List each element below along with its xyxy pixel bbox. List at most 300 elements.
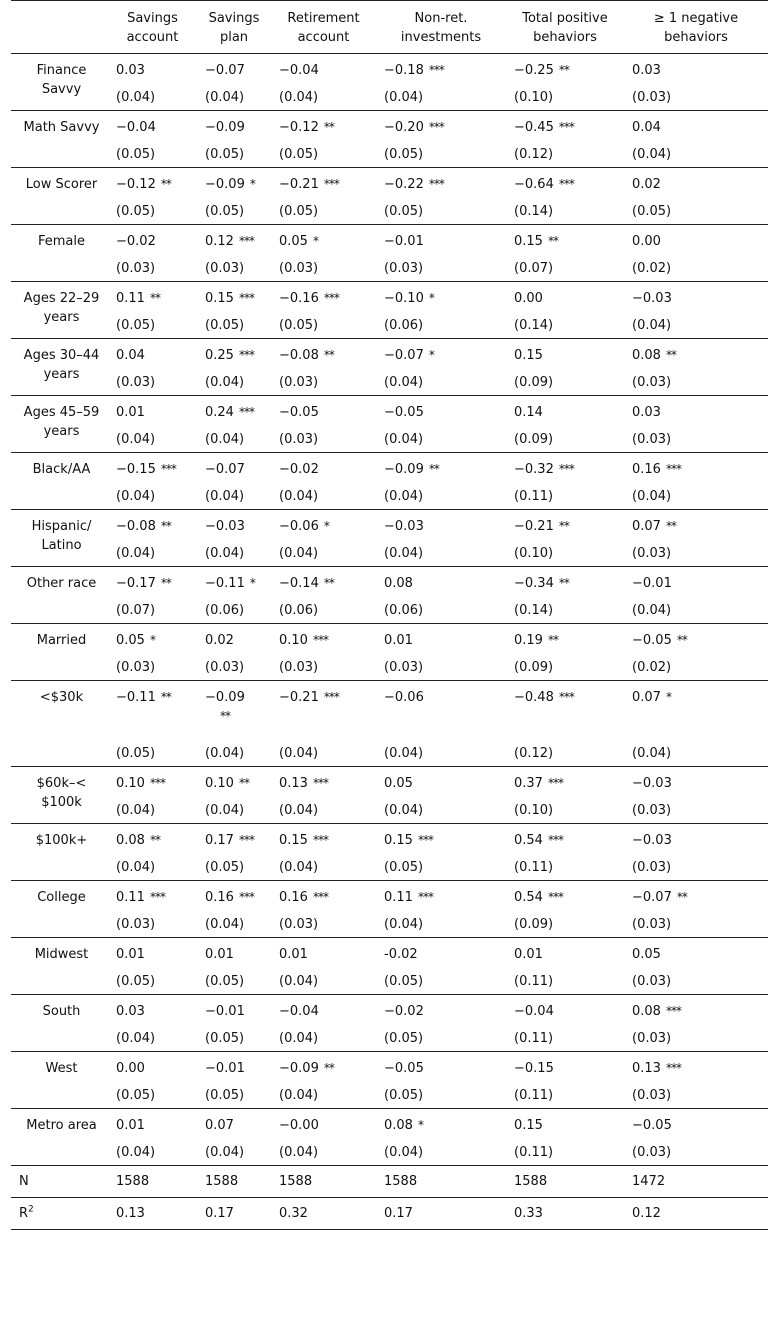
coefficient-value: −0.17: [116, 576, 156, 591]
standard-error-cell: (0.05): [108, 143, 197, 168]
coefficient-value: 0.15: [514, 234, 543, 249]
significance-stars: **: [323, 576, 334, 590]
row-label: [11, 995, 108, 1052]
table-row-coefficients: [11, 339, 768, 372]
coefficient-value: −0.05: [279, 405, 319, 420]
coefficient-cell: [108, 881, 197, 914]
standard-error-cell: (0.03): [271, 371, 376, 396]
standard-error-cell: (0.04): [271, 856, 376, 881]
significance-stars: ***: [547, 890, 563, 904]
standard-error-cell: (0.11): [506, 1084, 624, 1109]
coefficient-value: −0.05: [632, 1118, 672, 1133]
standard-error-cell: (0.06): [197, 599, 271, 624]
significance-stars: ***: [323, 690, 339, 704]
standard-error-cell: (0.04): [108, 86, 197, 111]
standard-error-cell: (0.03): [271, 656, 376, 681]
coefficient-cell: [197, 1052, 271, 1085]
coefficient-value: 0.54: [514, 833, 543, 848]
coefficient-value: −0.02: [116, 234, 156, 249]
coefficient-value: 0.03: [116, 1004, 145, 1019]
standard-error-cell: (0.04): [197, 542, 271, 567]
significance-stars: ***: [323, 177, 339, 191]
header-stub: [11, 1, 108, 54]
coefficient-cell: [197, 995, 271, 1028]
row-label: [11, 1052, 108, 1109]
coefficient-cell: [197, 567, 271, 600]
significance-stars: ***: [238, 890, 254, 904]
row-label-text: $60k–< $100k: [36, 776, 87, 810]
coefficient-value: 0.00: [632, 234, 661, 249]
significance-stars: ***: [312, 633, 328, 647]
significance-stars: **: [149, 833, 160, 847]
table-row-standard-errors: [11, 1141, 768, 1166]
statistic-value: 0.33: [506, 1198, 624, 1230]
row-label: [11, 938, 108, 995]
coefficient-value: −0.05: [632, 633, 672, 648]
table-row-standard-errors: [11, 799, 768, 824]
coefficient-value: −0.04: [116, 120, 156, 135]
coefficient-cell: [108, 396, 197, 429]
coefficient-cell: [506, 824, 624, 857]
standard-error-cell: (0.03): [197, 257, 271, 282]
standard-error-cell: (0.03): [271, 913, 376, 938]
coefficient-value: 0.05: [384, 776, 413, 791]
coefficient-cell: [376, 225, 506, 258]
standard-error-cell: (0.05): [376, 200, 506, 225]
coefficient-cell: [624, 681, 768, 743]
row-label: [11, 510, 108, 567]
standard-error-cell: (0.04): [271, 485, 376, 510]
significance-stars: ***: [238, 291, 254, 305]
significance-stars: ***: [238, 405, 254, 419]
standard-error-cell: (0.04): [376, 542, 506, 567]
coefficient-cell: [271, 938, 376, 971]
table-row-standard-errors: [11, 542, 768, 567]
coefficient-value: 0.17: [205, 833, 234, 848]
standard-error-cell: (0.10): [506, 799, 624, 824]
standard-error-cell: (0.04): [108, 856, 197, 881]
statistic-label: [11, 1166, 108, 1198]
coefficient-cell: [271, 995, 376, 1028]
significance-stars: ***: [238, 833, 254, 847]
coefficient-value: −0.11: [116, 690, 156, 705]
coefficient-cell: [271, 881, 376, 914]
significance-stars: *: [417, 1118, 423, 1132]
table-row-coefficients: [11, 282, 768, 315]
row-label-text: Married: [36, 633, 87, 648]
coefficient-cell: [376, 681, 506, 743]
significance-stars: ***: [558, 690, 574, 704]
coefficient-cell: [506, 453, 624, 486]
standard-error-cell: (0.03): [271, 428, 376, 453]
header-negative-behaviors: ≥ 1 negative behaviors: [624, 1, 768, 54]
coefficient-value: 0.03: [116, 63, 145, 78]
significance-stars: ***: [238, 348, 254, 362]
standard-error-cell: (0.10): [506, 86, 624, 111]
table-row-standard-errors: [11, 1084, 768, 1109]
standard-error-cell: (0.04): [376, 913, 506, 938]
coefficient-value: −0.48: [514, 690, 554, 705]
coefficient-cell: [624, 1052, 768, 1085]
coefficient-value: 0.15: [514, 1118, 543, 1133]
significance-stars: ***: [665, 462, 681, 476]
coefficient-value: 0.15: [279, 833, 308, 848]
coefficient-value: 0.13: [279, 776, 308, 791]
coefficient-cell: [506, 1052, 624, 1085]
coefficient-cell: [506, 681, 624, 743]
coefficient-cell: [108, 995, 197, 1028]
coefficient-value: 0.04: [116, 348, 145, 363]
standard-error-cell: (0.09): [506, 371, 624, 396]
coefficient-cell: [197, 824, 271, 857]
standard-error-cell: (0.12): [506, 742, 624, 767]
row-label: [11, 767, 108, 824]
table-row-standard-errors: [11, 742, 768, 767]
significance-stars: ***: [665, 1061, 681, 1075]
coefficient-cell: [271, 624, 376, 657]
coefficient-cell: [376, 624, 506, 657]
coefficient-cell: [108, 54, 197, 87]
significance-stars: ***: [547, 833, 563, 847]
coefficient-value: -0.02: [384, 947, 418, 962]
coefficient-value: −0.45: [514, 120, 554, 135]
coefficient-cell: [506, 767, 624, 800]
coefficient-cell: [624, 881, 768, 914]
coefficient-cell: [108, 681, 197, 743]
coefficient-cell: [506, 339, 624, 372]
standard-error-cell: (0.14): [506, 599, 624, 624]
significance-stars: **: [323, 348, 334, 362]
coefficient-value: 0.03: [632, 405, 661, 420]
coefficient-value: −0.16: [279, 291, 319, 306]
standard-error-cell: (0.03): [624, 913, 768, 938]
standard-error-cell: (0.03): [624, 1027, 768, 1052]
standard-error-cell: (0.04): [197, 371, 271, 396]
standard-error-cell: (0.04): [197, 428, 271, 453]
coefficient-value: 0.08: [384, 576, 413, 591]
coefficient-value: 0.19: [514, 633, 543, 648]
coefficient-cell: [376, 510, 506, 543]
standard-error-cell: (0.04): [271, 1084, 376, 1109]
statistic-value: 1588: [506, 1166, 624, 1198]
standard-error-cell: (0.05): [376, 856, 506, 881]
standard-error-cell: (0.09): [506, 656, 624, 681]
coefficient-value: 0.00: [116, 1061, 145, 1076]
standard-error-cell: (0.04): [197, 799, 271, 824]
coefficient-cell: [376, 339, 506, 372]
significance-stars: ***: [428, 120, 444, 134]
statistic-value: 0.32: [271, 1198, 376, 1230]
coefficient-value: −0.04: [279, 63, 319, 78]
coefficient-value: −0.00: [279, 1118, 319, 1133]
coefficient-cell: [506, 995, 624, 1028]
table-row-coefficients: [11, 111, 768, 144]
row-label: [11, 111, 108, 168]
standard-error-cell: (0.04): [624, 485, 768, 510]
coefficient-cell: [271, 681, 376, 743]
coefficient-value: 0.02: [632, 177, 661, 192]
coefficient-cell: [376, 767, 506, 800]
coefficient-cell: [506, 225, 624, 258]
row-label: [11, 624, 108, 681]
table-row-standard-errors: [11, 856, 768, 881]
standard-error-cell: (0.03): [624, 542, 768, 567]
table-row-standard-errors: [11, 200, 768, 225]
row-label-text: Other race: [26, 576, 97, 591]
statistic-value: 1472: [624, 1166, 768, 1198]
significance-stars: **: [547, 633, 558, 647]
significance-stars: **: [160, 177, 171, 191]
coefficient-cell: [506, 567, 624, 600]
coefficient-cell: [624, 453, 768, 486]
coefficient-cell: [108, 824, 197, 857]
standard-error-cell: (0.04): [197, 742, 271, 767]
coefficient-value: 0.03: [632, 63, 661, 78]
statistic-value: 0.13: [108, 1198, 197, 1230]
coefficient-value: 0.11: [116, 291, 145, 306]
significance-stars: ***: [665, 1004, 681, 1018]
standard-error-cell: (0.03): [624, 856, 768, 881]
standard-error-cell: (0.05): [376, 143, 506, 168]
table-row-statistic: [11, 1198, 768, 1230]
significance-stars: ***: [160, 462, 176, 476]
significance-stars: ***: [558, 462, 574, 476]
coefficient-value: 0.00: [514, 291, 543, 306]
coefficient-value: 0.14: [514, 405, 543, 420]
standard-error-cell: (0.05): [197, 200, 271, 225]
standard-error-cell: (0.04): [108, 485, 197, 510]
coefficient-cell: [506, 881, 624, 914]
coefficient-value: −0.09: [205, 177, 245, 192]
standard-error-cell: (0.04): [197, 86, 271, 111]
coefficient-value: −0.07: [632, 890, 672, 905]
statistic-value: 0.17: [376, 1198, 506, 1230]
coefficient-value: 0.05: [279, 234, 308, 249]
coefficient-cell: [108, 111, 197, 144]
standard-error-cell: (0.03): [624, 86, 768, 111]
standard-error-cell: (0.05): [197, 856, 271, 881]
standard-error-cell: (0.09): [506, 428, 624, 453]
coefficient-cell: [624, 339, 768, 372]
significance-stars: *: [665, 690, 671, 704]
coefficient-cell: [376, 995, 506, 1028]
coefficient-value: 0.24: [205, 405, 234, 420]
coefficient-value: −0.05: [384, 405, 424, 420]
coefficient-value: 0.08: [632, 348, 661, 363]
coefficient-value: 0.01: [205, 947, 234, 962]
row-label-text: Ages 30–44 years: [23, 348, 100, 382]
table-row-coefficients: [11, 881, 768, 914]
row-label: [11, 1109, 108, 1166]
standard-error-cell: (0.09): [506, 913, 624, 938]
row-label-text: Ages 45–59 years: [23, 405, 100, 439]
coefficient-cell: [271, 111, 376, 144]
standard-error-cell: (0.03): [108, 257, 197, 282]
standard-error-cell: (0.06): [271, 599, 376, 624]
statistic-label: [11, 1198, 108, 1230]
standard-error-cell: (0.05): [376, 1084, 506, 1109]
coefficient-value: −0.01: [384, 234, 424, 249]
row-label: [11, 824, 108, 881]
table-row-standard-errors: [11, 314, 768, 339]
row-label-text: Midwest: [34, 947, 89, 962]
coefficient-cell: [376, 168, 506, 201]
coefficient-value: 0.11: [384, 890, 413, 905]
row-label: [11, 339, 108, 396]
significance-stars: ***: [149, 776, 165, 790]
coefficient-cell: [624, 510, 768, 543]
coefficient-cell: [197, 510, 271, 543]
row-label: [11, 396, 108, 453]
table-row-standard-errors: [11, 599, 768, 624]
coefficient-value: −0.22: [384, 177, 424, 192]
significance-stars: **: [428, 462, 439, 476]
coefficient-value: −0.01: [632, 576, 672, 591]
coefficient-cell: [506, 396, 624, 429]
statistic-label-text: R: [19, 1206, 29, 1221]
coefficient-cell: [197, 767, 271, 800]
coefficient-value: −0.15: [514, 1061, 554, 1076]
standard-error-cell: (0.05): [108, 970, 197, 995]
table-body: [11, 54, 768, 1230]
significance-stars: **: [323, 120, 334, 134]
coefficient-value: 0.05: [632, 947, 661, 962]
coefficient-value: −0.09: [384, 462, 424, 477]
coefficient-value: −0.06: [279, 519, 319, 534]
row-label: [11, 282, 108, 339]
coefficient-value: 0.01: [384, 633, 413, 648]
coefficient-cell: [271, 767, 376, 800]
standard-error-cell: (0.04): [376, 742, 506, 767]
standard-error-cell: (0.11): [506, 1141, 624, 1166]
coefficient-cell: [108, 510, 197, 543]
significance-stars: **: [160, 576, 171, 590]
table-row-coefficients: [11, 624, 768, 657]
significance-stars: ***: [323, 291, 339, 305]
coefficient-value: 0.15: [514, 348, 543, 363]
coefficient-cell: [271, 54, 376, 87]
table-row-coefficients: [11, 396, 768, 429]
standard-error-cell: (0.04): [376, 1141, 506, 1166]
coefficient-cell: [624, 767, 768, 800]
standard-error-cell: (0.07): [506, 257, 624, 282]
coefficient-cell: [108, 282, 197, 315]
coefficient-cell: [271, 168, 376, 201]
coefficient-cell: [197, 681, 271, 743]
coefficient-value: 0.37: [514, 776, 543, 791]
standard-error-cell: (0.04): [376, 428, 506, 453]
coefficient-value: 0.01: [279, 947, 308, 962]
standard-error-cell: (0.04): [376, 86, 506, 111]
coefficient-cell: [376, 54, 506, 87]
coefficient-value: 0.05: [116, 633, 145, 648]
standard-error-cell: (0.03): [376, 257, 506, 282]
standard-error-cell: (0.04): [624, 742, 768, 767]
coefficient-value: −0.07: [205, 63, 245, 78]
coefficient-cell: [624, 111, 768, 144]
table-row-coefficients: [11, 995, 768, 1028]
significance-stars: **: [558, 519, 569, 533]
table-row-coefficients: [11, 938, 768, 971]
coefficient-cell: [376, 396, 506, 429]
coefficient-cell: [271, 225, 376, 258]
table-row-standard-errors: [11, 428, 768, 453]
standard-error-cell: (0.05): [108, 742, 197, 767]
coefficient-value: 0.10: [116, 776, 145, 791]
standard-error-cell: (0.10): [506, 542, 624, 567]
significance-stars: ***: [558, 177, 574, 191]
standard-error-cell: (0.05): [197, 1084, 271, 1109]
table-row-standard-errors: [11, 371, 768, 396]
standard-error-cell: (0.05): [108, 314, 197, 339]
table-row-coefficients: [11, 54, 768, 87]
coefficient-value: 0.15: [384, 833, 413, 848]
standard-error-cell: (0.04): [376, 485, 506, 510]
standard-error-cell: (0.04): [376, 371, 506, 396]
standard-error-cell: (0.03): [624, 371, 768, 396]
coefficient-value: −0.12: [279, 120, 319, 135]
row-label-text: Ages 22–29 years: [23, 291, 100, 325]
significance-stars: ***: [428, 177, 444, 191]
coefficient-value: −0.01: [205, 1004, 245, 1019]
coefficient-value: −0.03: [632, 776, 672, 791]
header-total-positive-behaviors: Total positive behaviors: [506, 1, 624, 54]
standard-error-cell: (0.04): [108, 542, 197, 567]
coefficient-cell: [197, 624, 271, 657]
statistic-label-text: N: [19, 1174, 29, 1189]
row-label: [11, 168, 108, 225]
coefficient-cell: [108, 624, 197, 657]
table-row-coefficients: [11, 1052, 768, 1085]
coefficient-value: 0.16: [279, 890, 308, 905]
table-row-coefficients: [11, 225, 768, 258]
standard-error-cell: (0.11): [506, 970, 624, 995]
table-row-standard-errors: [11, 86, 768, 111]
coefficient-value: 0.07: [632, 690, 661, 705]
coefficient-cell: [271, 339, 376, 372]
statistic-value: 1588: [271, 1166, 376, 1198]
coefficient-cell: [376, 453, 506, 486]
coefficient-cell: [376, 1109, 506, 1142]
coefficient-value: −0.10: [384, 291, 424, 306]
coefficient-cell: [376, 111, 506, 144]
coefficient-cell: [108, 225, 197, 258]
coefficient-cell: [506, 282, 624, 315]
row-label-text: Finance Savvy: [36, 63, 87, 97]
standard-error-cell: (0.02): [624, 257, 768, 282]
coefficient-cell: [506, 938, 624, 971]
standard-error-cell: (0.03): [624, 799, 768, 824]
coefficient-cell: [624, 938, 768, 971]
statistic-value: 1588: [197, 1166, 271, 1198]
coefficient-value: −0.05: [384, 1061, 424, 1076]
coefficient-value: 0.16: [632, 462, 661, 477]
table-row-coefficients: [11, 567, 768, 600]
standard-error-cell: (0.03): [624, 970, 768, 995]
statistic-value: 0.12: [624, 1198, 768, 1230]
coefficient-cell: [376, 824, 506, 857]
standard-error-cell: (0.04): [376, 799, 506, 824]
row-label-text: Low Scorer: [25, 177, 98, 192]
standard-error-cell: (0.06): [376, 314, 506, 339]
coefficient-value: 0.04: [632, 120, 661, 135]
standard-error-cell: (0.05): [271, 314, 376, 339]
row-label-text: West: [45, 1061, 78, 1076]
significance-stars: **: [676, 890, 687, 904]
coefficient-cell: [271, 567, 376, 600]
coefficient-value: 0.08: [116, 833, 145, 848]
row-label-text: Female: [37, 234, 85, 249]
